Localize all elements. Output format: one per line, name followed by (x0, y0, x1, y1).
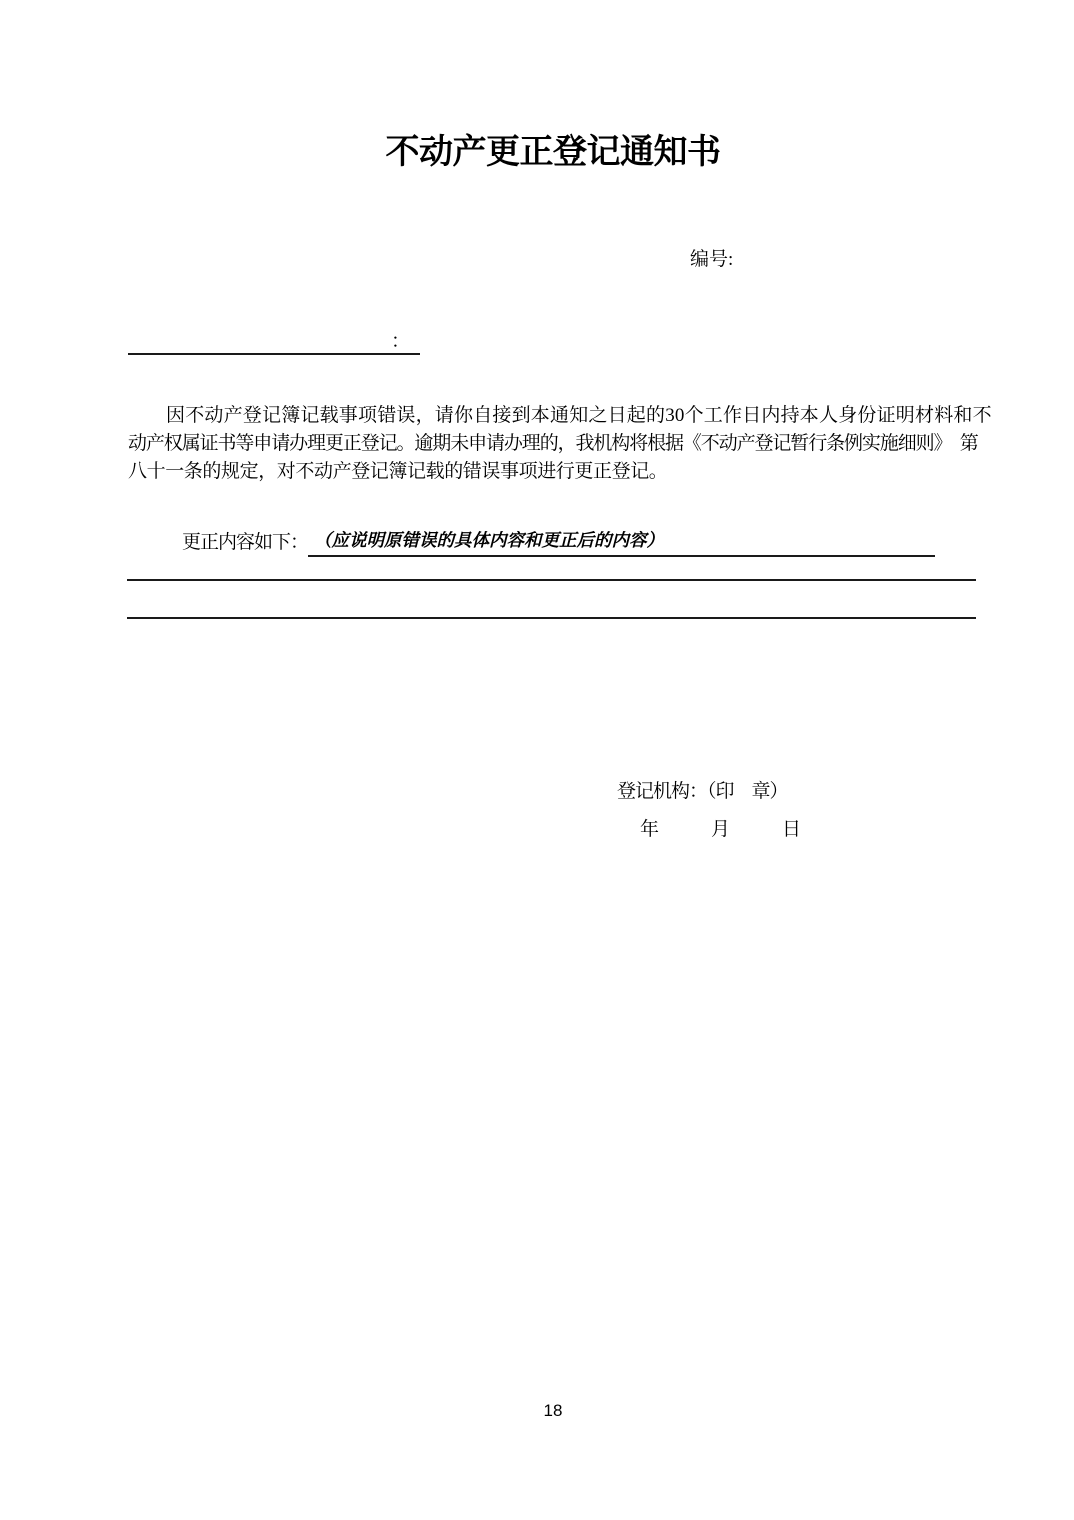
body-line-3: 八十一条的规定，对不动产登记簿记载的错误事项进行更正登记。 (128, 461, 668, 482)
addressee-colon: ： (390, 331, 410, 352)
correction-hint: （应说明原错误的具体内容和更正后的内容） (314, 530, 665, 550)
authority-seal-line: 登记机构：（印 章） (617, 781, 788, 802)
blank-line-2 (127, 617, 976, 619)
date-month: 月 (711, 819, 731, 840)
date-day: 日 (782, 819, 802, 840)
number-label: 编号: (690, 249, 734, 270)
addressee-blank-line (128, 330, 420, 355)
page-number: 18 (543, 1401, 563, 1420)
body-paragraph (128, 402, 1028, 486)
body-line-2: 动产权属证书等申请办理更正登记。逾期未申请办理的，我机构将根据《不动产登记暂行条例实施细则》 第 (128, 433, 978, 454)
document-title: 不动产更正登记通知书 (385, 134, 721, 171)
body-line-1: 因不动产登记簿记载事项错误，请你自接到本通知之日起的30个工作日内持本人身份证明材料和不 (166, 405, 992, 426)
date-line (640, 814, 801, 841)
correction-row (182, 527, 935, 557)
date-year: 年 (640, 819, 660, 840)
correction-label: 更正内容如下： (182, 532, 309, 553)
correction-blank-line (308, 527, 935, 557)
blank-line-1 (127, 579, 976, 581)
